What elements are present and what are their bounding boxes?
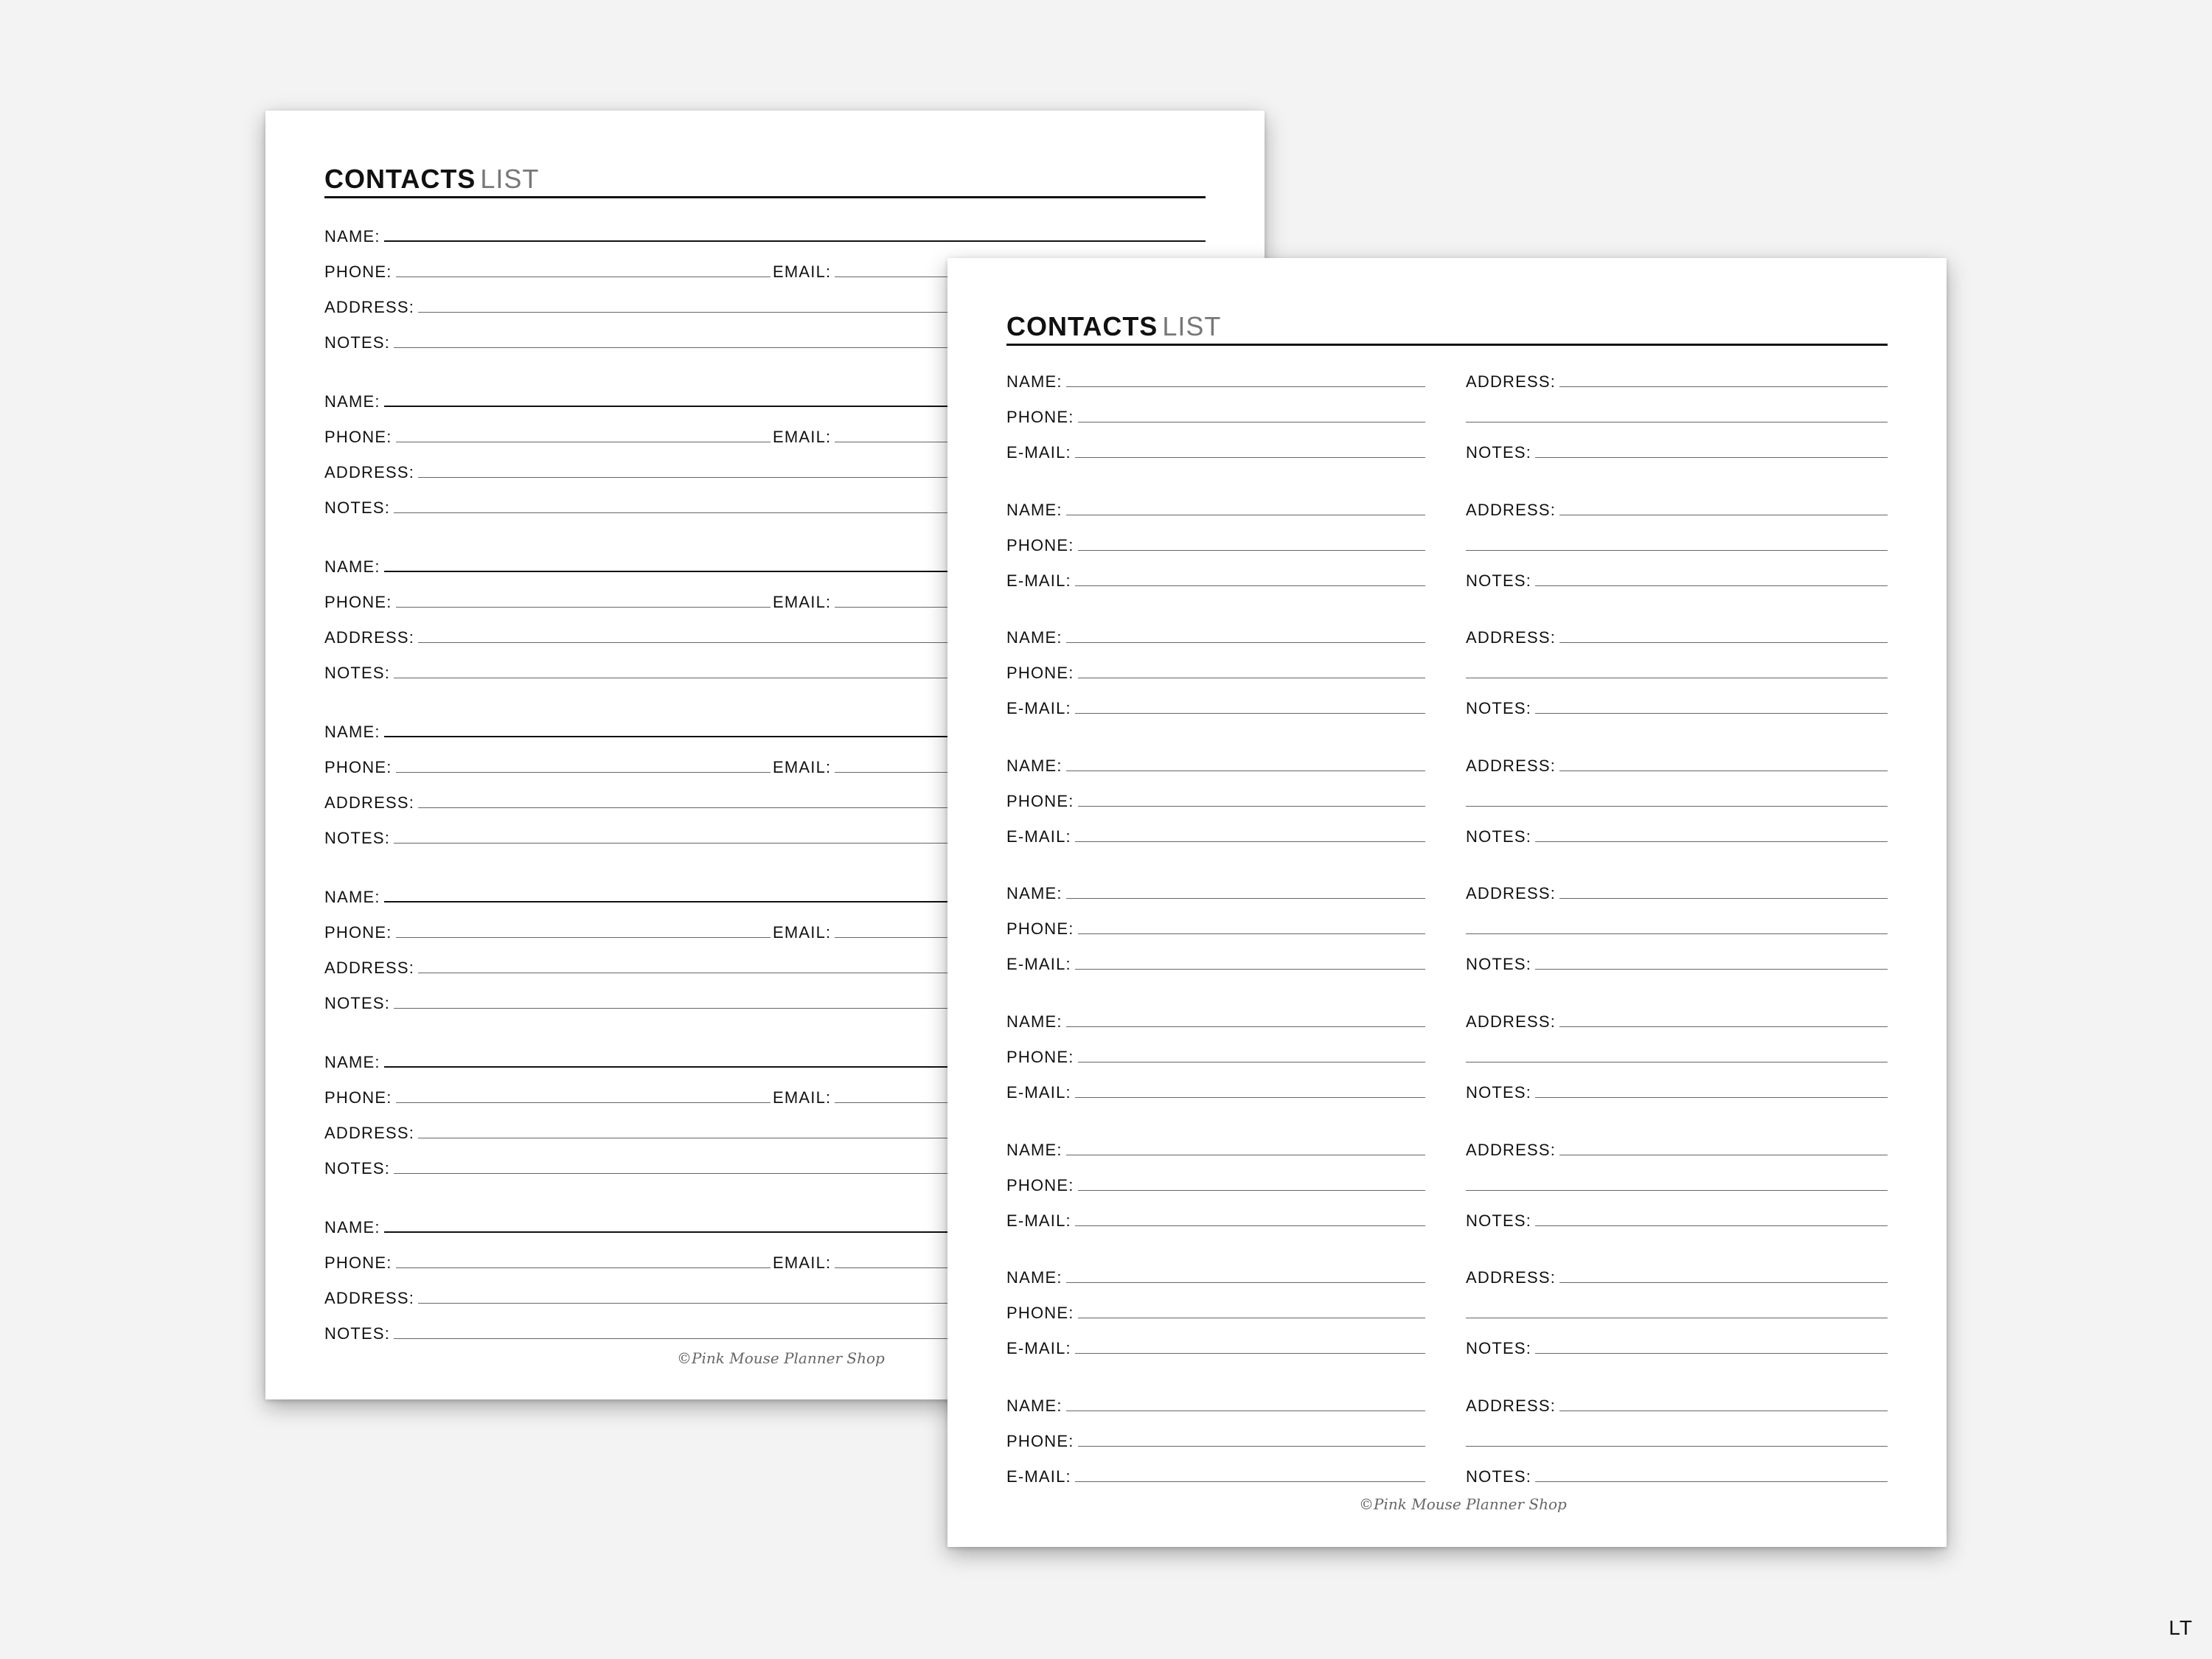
- phone-field-label: PHONE:: [324, 1088, 392, 1107]
- phone-field-line: [396, 1102, 771, 1103]
- address-line-2-line: [1466, 1190, 1888, 1191]
- phone-field-label: PHONE:: [324, 593, 392, 611]
- phone-field-label: PHONE:: [324, 923, 392, 942]
- address-field[interactable]: [1466, 754, 1888, 774]
- notes-field-line: [1535, 1225, 1888, 1226]
- address-line-2-line: [1466, 806, 1888, 807]
- title-bold: CONTACTS: [324, 164, 476, 194]
- email-field-line: [1075, 713, 1425, 714]
- notes-field-label: NOTES:: [324, 994, 391, 1012]
- notes-field-label: NOTES:: [324, 1324, 391, 1343]
- phone-field[interactable]: [1006, 789, 1425, 810]
- phone-field[interactable]: [1006, 661, 1425, 681]
- name-field-line: [1066, 1282, 1425, 1283]
- name-field[interactable]: [1006, 1009, 1425, 1030]
- address-line-2[interactable]: [1466, 1429, 1888, 1450]
- name-field-line: [384, 240, 1206, 242]
- name-field[interactable]: [1006, 754, 1425, 774]
- name-field-label: NAME:: [1006, 1268, 1062, 1287]
- name-field-label: NAME:: [324, 557, 380, 576]
- email-field[interactable]: [1006, 952, 1425, 973]
- name-field-line: [1066, 386, 1425, 387]
- email-field[interactable]: [1006, 440, 1425, 461]
- notes-field-label: NOTES:: [1466, 1339, 1532, 1358]
- notes-field-label: NOTES:: [1466, 1211, 1532, 1230]
- address-field[interactable]: [1466, 1265, 1888, 1286]
- notes-field-label: NOTES:: [324, 333, 391, 352]
- phone-field[interactable]: [1006, 1173, 1425, 1194]
- notes-field[interactable]: [1466, 1464, 1888, 1485]
- name-field-label: NAME:: [1006, 1012, 1062, 1031]
- phone-field[interactable]: [324, 1251, 771, 1271]
- email-field[interactable]: [1006, 1208, 1425, 1229]
- address-line-2[interactable]: [1466, 1173, 1888, 1194]
- name-field-label: NAME:: [324, 723, 380, 741]
- name-field-label: NAME:: [324, 888, 380, 906]
- address-field-label: ADDRESS:: [324, 1289, 415, 1307]
- phone-field[interactable]: [1006, 917, 1425, 937]
- notes-field-label: NOTES:: [324, 829, 391, 847]
- address-line-2[interactable]: [1466, 917, 1888, 937]
- shop-signature: ©Pink Mouse Planner Shop: [1359, 1495, 1567, 1513]
- phone-field[interactable]: [1006, 533, 1425, 554]
- email-field-label: E-MAIL:: [1006, 1339, 1071, 1358]
- contacts-sheet-front: [947, 258, 1947, 1547]
- email-field-label: EMAIL:: [773, 923, 832, 942]
- notes-field[interactable]: [1466, 1208, 1888, 1229]
- phone-field-label: PHONE:: [324, 758, 392, 776]
- phone-field[interactable]: [1006, 1045, 1425, 1065]
- notes-field-label: NOTES:: [324, 498, 391, 517]
- email-field[interactable]: [1006, 824, 1425, 845]
- address-field-label: ADDRESS:: [1466, 628, 1557, 647]
- email-field-line: [1075, 1353, 1425, 1354]
- email-field-label: EMAIL:: [773, 758, 832, 776]
- notes-field-line: [1535, 457, 1888, 458]
- email-field-label: EMAIL:: [773, 1088, 832, 1107]
- phone-field-label: PHONE:: [324, 1253, 392, 1272]
- email-field[interactable]: [1006, 696, 1425, 717]
- notes-field-line: [1535, 841, 1888, 842]
- name-field-label: NAME:: [1006, 756, 1062, 775]
- notes-field-label: NOTES:: [1466, 443, 1532, 462]
- email-field-line: [1075, 969, 1425, 970]
- email-field-label: E-MAIL:: [1006, 1083, 1071, 1102]
- notes-field-label: NOTES:: [1466, 955, 1532, 974]
- address-field-label: ADDRESS:: [1466, 884, 1557, 903]
- notes-field[interactable]: [1466, 440, 1888, 461]
- address-field-label: ADDRESS:: [1466, 1268, 1557, 1287]
- name-field-label: NAME:: [324, 227, 380, 246]
- address-line-2[interactable]: [1466, 533, 1888, 554]
- name-field-label: NAME:: [1006, 500, 1062, 519]
- phone-field-line: [396, 276, 771, 277]
- email-field-label: E-MAIL:: [1006, 955, 1071, 974]
- address-line-2[interactable]: [1466, 1045, 1888, 1065]
- address-field[interactable]: [1466, 498, 1888, 518]
- phone-field-line: [396, 1267, 771, 1268]
- notes-field-label: NOTES:: [324, 664, 391, 682]
- name-field[interactable]: [1006, 1138, 1425, 1158]
- address-field[interactable]: [1466, 1138, 1888, 1158]
- email-field-label: EMAIL:: [773, 262, 832, 281]
- address-field-label: ADDRESS:: [1466, 1140, 1557, 1159]
- address-field-line: [1559, 1282, 1888, 1283]
- address-field-label: ADDRESS:: [1466, 1012, 1557, 1031]
- email-field-label: E-MAIL:: [1006, 827, 1071, 846]
- email-field-label: E-MAIL:: [1006, 1467, 1071, 1486]
- name-field[interactable]: [1006, 1394, 1425, 1414]
- phone-field-label: PHONE:: [1006, 1048, 1074, 1066]
- notes-field-line: [1535, 1481, 1888, 1482]
- phone-field-line: [1078, 550, 1425, 551]
- address-line-2[interactable]: [1466, 789, 1888, 810]
- notes-field[interactable]: [1466, 1336, 1888, 1357]
- email-field-label: E-MAIL:: [1006, 571, 1071, 590]
- name-field-label: NAME:: [1006, 1140, 1062, 1159]
- name-field-label: NAME:: [1006, 628, 1062, 647]
- name-field[interactable]: [1006, 1265, 1425, 1286]
- notes-field-label: NOTES:: [324, 1159, 391, 1178]
- address-line-2[interactable]: [1466, 1301, 1888, 1321]
- name-field[interactable]: [1006, 498, 1425, 518]
- address-line-2[interactable]: [1466, 405, 1888, 425]
- name-field[interactable]: [324, 224, 1206, 245]
- email-field-label: EMAIL:: [773, 428, 832, 446]
- address-line-2[interactable]: [1466, 661, 1888, 681]
- phone-field-label: PHONE:: [1006, 664, 1074, 683]
- phone-field-line: [1078, 1446, 1425, 1447]
- notes-field[interactable]: [1466, 568, 1888, 589]
- notes-field[interactable]: [1466, 1080, 1888, 1101]
- name-field-line: [1066, 1026, 1425, 1027]
- email-field-line: [1075, 1481, 1425, 1482]
- phone-field-label: PHONE:: [324, 262, 392, 281]
- sheet-title: [1006, 311, 1888, 346]
- notes-field-line: [1535, 1097, 1888, 1098]
- name-field-label: NAME:: [1006, 1396, 1062, 1415]
- notes-field-label: NOTES:: [1466, 1083, 1532, 1102]
- phone-field-label: PHONE:: [1006, 1431, 1074, 1450]
- email-field-line: [1075, 1225, 1425, 1226]
- phone-field-line: [1078, 806, 1425, 807]
- name-field[interactable]: [1006, 369, 1425, 390]
- phone-field-label: PHONE:: [1006, 919, 1074, 939]
- email-field-label: EMAIL:: [773, 1253, 832, 1272]
- address-field-label: ADDRESS:: [324, 628, 415, 647]
- name-field-label: NAME:: [324, 1218, 380, 1237]
- notes-field[interactable]: [1466, 824, 1888, 845]
- phone-field-label: PHONE:: [1006, 535, 1074, 554]
- notes-field-line: [1535, 585, 1888, 586]
- name-field-line: [1066, 642, 1425, 643]
- email-field-line: [1075, 457, 1425, 458]
- address-line-2-line: [1466, 1446, 1888, 1447]
- title-light: LIST: [1162, 311, 1222, 341]
- address-field[interactable]: [1466, 625, 1888, 646]
- name-field[interactable]: [1006, 881, 1425, 902]
- phone-field-label: PHONE:: [324, 428, 392, 446]
- email-field-label: EMAIL:: [773, 593, 832, 611]
- notes-field[interactable]: [1466, 952, 1888, 973]
- address-field[interactable]: [1466, 1009, 1888, 1030]
- sheet-title: [324, 164, 1206, 198]
- name-field-line: [1066, 898, 1425, 899]
- address-field[interactable]: [1466, 1394, 1888, 1414]
- name-field-label: NAME:: [1006, 372, 1062, 391]
- name-field-label: NAME:: [324, 392, 380, 411]
- size-code: LT: [2168, 1616, 2193, 1639]
- phone-field[interactable]: [324, 755, 771, 776]
- address-field-label: ADDRESS:: [324, 463, 415, 481]
- phone-field-line: [396, 772, 771, 773]
- phone-field[interactable]: [1006, 1429, 1425, 1450]
- notes-field-label: NOTES:: [1466, 571, 1532, 590]
- address-field-line: [1559, 898, 1888, 899]
- address-field-label: ADDRESS:: [1466, 500, 1557, 519]
- name-field-label: NAME:: [1006, 884, 1062, 903]
- phone-field-line: [396, 607, 771, 608]
- email-field-label: E-MAIL:: [1006, 443, 1071, 462]
- email-field-line: [1075, 1097, 1425, 1098]
- phone-field[interactable]: [324, 260, 771, 280]
- address-line-2-line: [1466, 933, 1888, 934]
- notes-field-line: [1535, 969, 1888, 970]
- address-line-2-line: [1466, 550, 1888, 551]
- phone-field[interactable]: [1006, 405, 1425, 425]
- phone-field[interactable]: [324, 1085, 771, 1106]
- phone-field[interactable]: [324, 920, 771, 941]
- email-field-line: [1075, 585, 1425, 586]
- phone-field-line: [396, 937, 771, 938]
- address-field-label: ADDRESS:: [1466, 1396, 1557, 1415]
- address-field[interactable]: [1466, 881, 1888, 902]
- phone-field-label: PHONE:: [1006, 408, 1074, 426]
- title-light: LIST: [480, 164, 540, 194]
- address-field-label: ADDRESS:: [324, 793, 415, 812]
- address-field-label: ADDRESS:: [1466, 372, 1557, 391]
- shop-signature: ©Pink Mouse Planner Shop: [677, 1349, 885, 1367]
- notes-field-label: NOTES:: [1466, 1467, 1532, 1486]
- address-field-label: ADDRESS:: [324, 1124, 415, 1142]
- phone-field[interactable]: [1006, 1301, 1425, 1321]
- email-field-label: E-MAIL:: [1006, 699, 1071, 718]
- address-field[interactable]: [1466, 369, 1888, 390]
- email-field[interactable]: [1006, 1336, 1425, 1357]
- notes-field-label: NOTES:: [1466, 699, 1532, 718]
- phone-field[interactable]: [324, 590, 771, 611]
- email-field[interactable]: [1006, 568, 1425, 589]
- phone-field-label: PHONE:: [1006, 1304, 1074, 1323]
- notes-field-line: [1535, 1353, 1888, 1354]
- email-field[interactable]: [1006, 1464, 1425, 1485]
- name-field-label: NAME:: [324, 1053, 380, 1071]
- phone-field-line: [1078, 1190, 1425, 1191]
- phone-field-label: PHONE:: [1006, 791, 1074, 810]
- notes-field-label: NOTES:: [1466, 827, 1532, 846]
- notes-field[interactable]: [1466, 696, 1888, 717]
- address-field-line: [1559, 386, 1888, 387]
- address-field-line: [1559, 1026, 1888, 1027]
- title-bold: CONTACTS: [1006, 311, 1158, 341]
- phone-field[interactable]: [324, 425, 771, 445]
- phone-field-label: PHONE:: [1006, 1175, 1074, 1194]
- email-field[interactable]: [1006, 1080, 1425, 1101]
- name-field[interactable]: [1006, 625, 1425, 646]
- notes-field-line: [1535, 713, 1888, 714]
- email-field-label: E-MAIL:: [1006, 1211, 1071, 1230]
- email-field-line: [1075, 841, 1425, 842]
- phone-field-line: [1078, 933, 1425, 934]
- address-field-line: [1559, 642, 1888, 643]
- address-field-label: ADDRESS:: [324, 298, 415, 316]
- address-field-label: ADDRESS:: [1466, 756, 1557, 775]
- address-field-label: ADDRESS:: [324, 959, 415, 977]
